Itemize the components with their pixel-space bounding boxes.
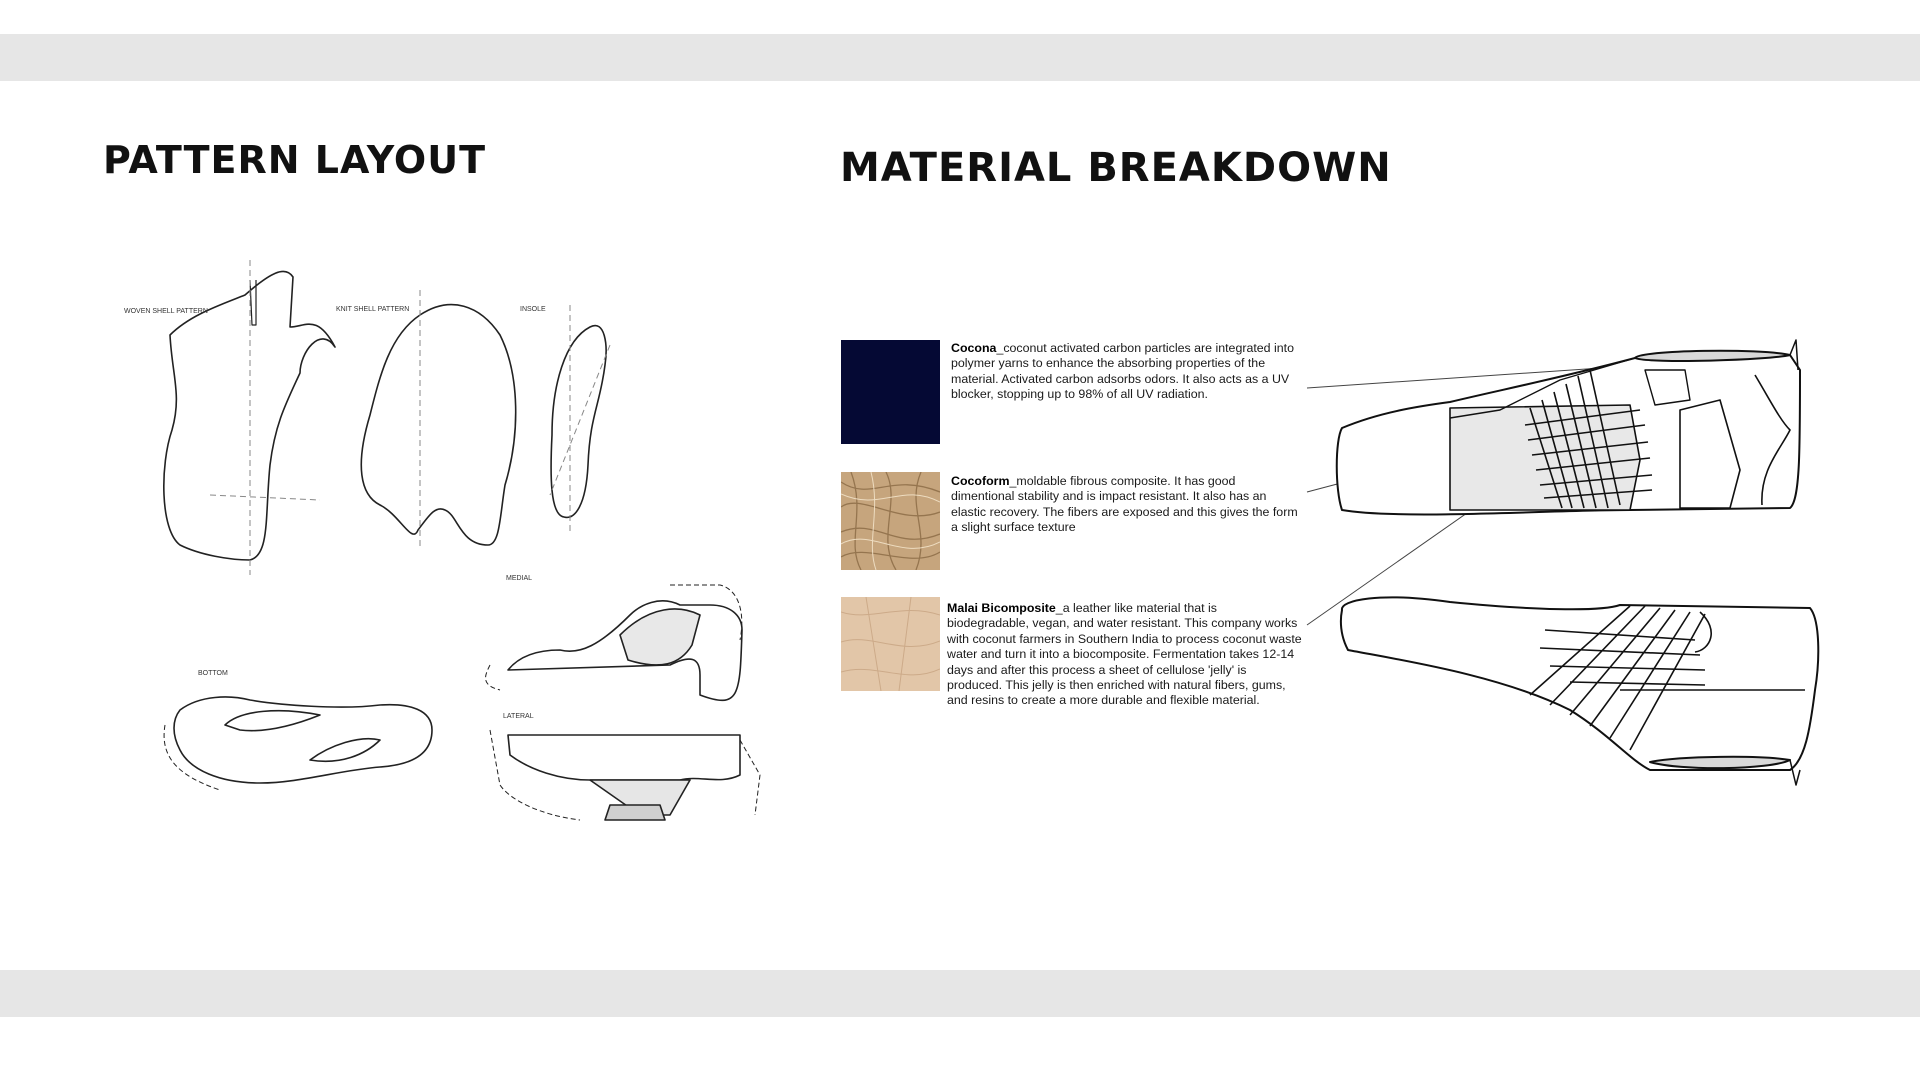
knit-shell-piece	[361, 305, 515, 545]
malai-texture	[841, 597, 940, 691]
bottom-band	[0, 970, 1920, 1017]
cocoform-name: Cocoform	[951, 474, 1010, 488]
shoe-side-view	[1337, 340, 1800, 514]
medial-label: MEDIAL	[506, 575, 533, 582]
pattern-layout-drawing	[80, 255, 780, 865]
malai-name: Malai Bicomposite	[947, 601, 1056, 615]
cocoform-text: _moldable fibrous composite. It has good dimentional stability and is impact resistant. It also has an elastic recovery. The fibers are exposed and this gives the form a slight surface texture	[951, 474, 1298, 535]
malai-description	[947, 601, 1302, 709]
cocona-name: Cocona	[951, 341, 997, 355]
bottom-label: BOTTOM	[198, 670, 228, 677]
lateral-label: LATERAL	[503, 713, 534, 720]
woven-shell-label: WOVEN SHELL PATTERN	[124, 308, 208, 315]
malai-swatch	[841, 597, 940, 691]
material-breakdown-heading: MATERIAL BREAKDOWN	[840, 145, 1392, 191]
cocona-text: _coconut activated carbon particles are integrated into polymer yarns to enhance the absorbing properties of the material. Activated carbon adsorbs odors. It also acts as a UV blocker, stopping up to 98% of all UV radiation.	[951, 341, 1294, 402]
insole-piece	[551, 326, 606, 518]
top-band	[0, 34, 1920, 81]
fiber-texture	[841, 472, 940, 570]
pattern-layout-heading: PATTERN LAYOUT	[103, 138, 487, 182]
knit-shell-label: KNIT SHELL PATTERN	[336, 306, 410, 313]
cocoform-swatch	[841, 472, 940, 570]
lateral-view	[508, 735, 740, 780]
insole-label: INSOLE	[520, 306, 546, 313]
cocona-description	[951, 341, 1301, 403]
shoe-medial-view	[1341, 597, 1818, 785]
shoe-drawing	[1300, 330, 1840, 800]
bottom-view	[174, 697, 432, 783]
cocoform-description	[951, 474, 1301, 536]
cocona-swatch	[841, 340, 940, 444]
malai-text: _a leather like material that is biodegradable, vegan, and water resistant. This company works with coconut farmers in Southern India to process coconut waste water and turn it into a biocomposite. Fermentation takes 12-14 days and after this process a sheet of cellulose 'jelly' is produced. This jelly is then enriched with natural fibers, gums, and resins to create a more durable and flexible material.	[947, 601, 1302, 708]
